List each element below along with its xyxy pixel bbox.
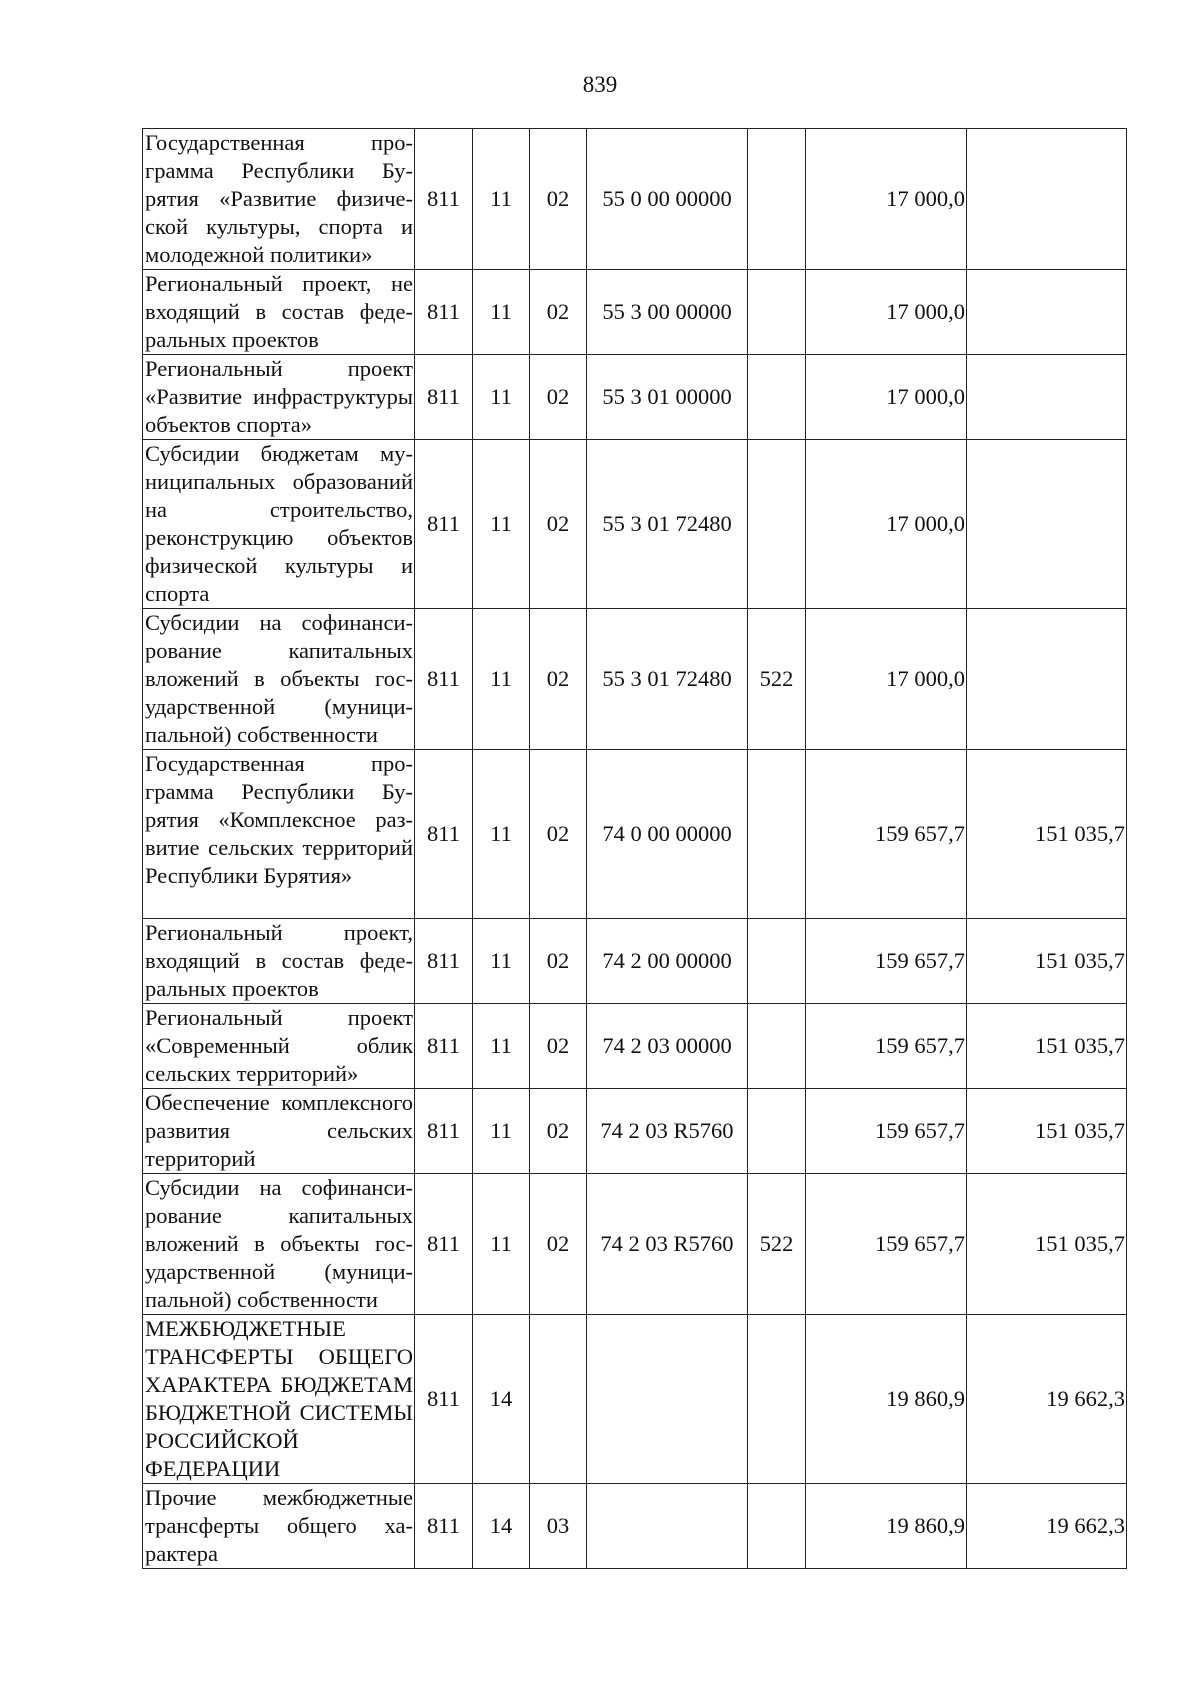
subsection-cell: 02 (530, 919, 587, 1004)
table-row (143, 1484, 1127, 1569)
row-name: Субсидии бюджетам муниципальных образований на строительство, реконструкцию объектов физической культуры и спорта (143, 440, 415, 609)
section-cell: 14 (473, 1484, 530, 1569)
subsection-cell: 02 (530, 440, 587, 609)
target-article-cell: 55 3 01 72480 (587, 609, 748, 750)
table-body (143, 129, 1127, 1569)
grbs-cell: 811 (415, 1004, 473, 1089)
section-cell: 11 (473, 440, 530, 609)
sum-year2-cell: 19 662,3 (967, 1484, 1127, 1569)
target-article-cell: 74 2 00 00000 (587, 919, 748, 1004)
section-cell: 11 (473, 1004, 530, 1089)
table-row (143, 1315, 1127, 1484)
subsection-cell: 02 (530, 1174, 587, 1315)
section-cell: 11 (473, 355, 530, 440)
sum-year1-cell: 19 860,9 (806, 1315, 967, 1484)
subsection-cell: 02 (530, 609, 587, 750)
grbs-cell: 811 (415, 1484, 473, 1569)
section-cell: 14 (473, 1315, 530, 1484)
sum-year1-cell: 159 657,7 (806, 1174, 967, 1315)
grbs-cell: 811 (415, 609, 473, 750)
sum-year1-cell: 159 657,7 (806, 1004, 967, 1089)
target-article-cell: 55 0 00 00000 (587, 129, 748, 270)
grbs-cell: 811 (415, 1089, 473, 1174)
row-name: Субсидии на софинансирование капитальных вложений в объекты государственной (муниципальной) собственности (143, 609, 415, 750)
expense-type-cell: 522 (748, 1174, 806, 1315)
table-row (143, 1174, 1127, 1315)
grbs-cell: 811 (415, 440, 473, 609)
row-name: Прочие межбюджетные трансферты общего характера (143, 1484, 415, 1569)
sum-year1-cell: 19 860,9 (806, 1484, 967, 1569)
target-article-cell: 74 2 03 R5760 (587, 1174, 748, 1315)
grbs-cell: 811 (415, 129, 473, 270)
sum-year2-cell (967, 129, 1127, 270)
section-cell: 11 (473, 750, 530, 919)
row-name: Субсидии на софинансирование капитальных вложений в объекты государственной (муниципальной) собственности (143, 1174, 415, 1315)
target-article-cell: 74 2 03 00000 (587, 1004, 748, 1089)
expense-type-cell: 522 (748, 609, 806, 750)
sum-year2-cell (967, 609, 1127, 750)
sum-year1-cell: 17 000,0 (806, 355, 967, 440)
subsection-cell: 03 (530, 1484, 587, 1569)
sum-year2-cell: 151 035,7 (967, 1174, 1127, 1315)
target-article-cell: 55 3 01 00000 (587, 355, 748, 440)
grbs-cell: 811 (415, 919, 473, 1004)
target-article-cell: 74 2 03 R5760 (587, 1089, 748, 1174)
sum-year1-cell: 159 657,7 (806, 1089, 967, 1174)
row-name: Региональный проект, не входящий в состав федеральных проектов (143, 270, 415, 355)
subsection-cell: 02 (530, 1004, 587, 1089)
row-name: Государственная программа Республики Бурятия «Комплексное развитие сельских территорий Республики Бурятия» (143, 750, 415, 919)
table-row (143, 1004, 1127, 1089)
sum-year2-cell: 151 035,7 (967, 919, 1127, 1004)
grbs-cell: 811 (415, 1315, 473, 1484)
expense-type-cell (748, 129, 806, 270)
sum-year1-cell: 17 000,0 (806, 440, 967, 609)
row-name: Региональный проект, входящий в состав федеральных проектов (143, 919, 415, 1004)
subsection-cell: 02 (530, 270, 587, 355)
expense-type-cell (748, 919, 806, 1004)
section-cell: 11 (473, 609, 530, 750)
target-article-cell: 74 0 00 00000 (587, 750, 748, 919)
expense-type-cell (748, 1089, 806, 1174)
sum-year1-cell: 159 657,7 (806, 750, 967, 919)
sum-year2-cell (967, 355, 1127, 440)
grbs-cell: 811 (415, 270, 473, 355)
expense-type-cell (748, 1004, 806, 1089)
subsection-cell (530, 1315, 587, 1484)
table-row (143, 270, 1127, 355)
expense-type-cell (748, 355, 806, 440)
section-cell: 11 (473, 270, 530, 355)
expense-type-cell (748, 1315, 806, 1484)
expense-type-cell (748, 750, 806, 919)
sum-year1-cell: 17 000,0 (806, 270, 967, 355)
expense-type-cell (748, 270, 806, 355)
table-row (143, 609, 1127, 750)
table-row (143, 355, 1127, 440)
row-name: Региональный проект «Современный облик сельских территорий» (143, 1004, 415, 1089)
expense-type-cell (748, 440, 806, 609)
sum-year2-cell: 151 035,7 (967, 1004, 1127, 1089)
subsection-cell: 02 (530, 750, 587, 919)
sum-year2-cell: 151 035,7 (967, 1089, 1127, 1174)
table-row (143, 750, 1127, 919)
sum-year2-cell (967, 440, 1127, 609)
subsection-cell: 02 (530, 129, 587, 270)
sum-year1-cell: 17 000,0 (806, 609, 967, 750)
table-row (143, 919, 1127, 1004)
budget-table (142, 128, 1127, 1569)
grbs-cell: 811 (415, 750, 473, 919)
section-cell: 11 (473, 1174, 530, 1315)
grbs-cell: 811 (415, 1174, 473, 1315)
row-name: Региональный проект «Развитие инфраструктуры объектов спорта» (143, 355, 415, 440)
sum-year1-cell: 17 000,0 (806, 129, 967, 270)
sum-year2-cell (967, 270, 1127, 355)
target-article-cell (587, 1484, 748, 1569)
section-cell: 11 (473, 129, 530, 270)
target-article-cell: 55 3 00 00000 (587, 270, 748, 355)
target-article-cell: 55 3 01 72480 (587, 440, 748, 609)
section-cell: 11 (473, 919, 530, 1004)
row-name: Обеспечение комплексного развития сельских территорий (143, 1089, 415, 1174)
table-row (143, 129, 1127, 270)
sum-year2-cell: 151 035,7 (967, 750, 1127, 919)
sum-year2-cell: 19 662,3 (967, 1315, 1127, 1484)
subsection-cell: 02 (530, 355, 587, 440)
row-name: МЕЖБЮДЖЕТНЫЕ ТРАНСФЕРТЫ ОБЩЕГО ХАРАКТЕРА БЮДЖЕТАМ БЮДЖЕТНОЙ СИСТЕМЫ РОССИЙСКОЙ ФЕДЕРАЦИИ (143, 1315, 415, 1484)
table-row (143, 440, 1127, 609)
row-name: Государственная программа Республики Бурятия «Развитие физической культуры, спорта и молодежной политики» (143, 129, 415, 270)
subsection-cell: 02 (530, 1089, 587, 1174)
table-row (143, 1089, 1127, 1174)
grbs-cell: 811 (415, 355, 473, 440)
target-article-cell (587, 1315, 748, 1484)
section-cell: 11 (473, 1089, 530, 1174)
page-number: 839 (582, 72, 618, 97)
sum-year1-cell: 159 657,7 (806, 919, 967, 1004)
expense-type-cell (748, 1484, 806, 1569)
